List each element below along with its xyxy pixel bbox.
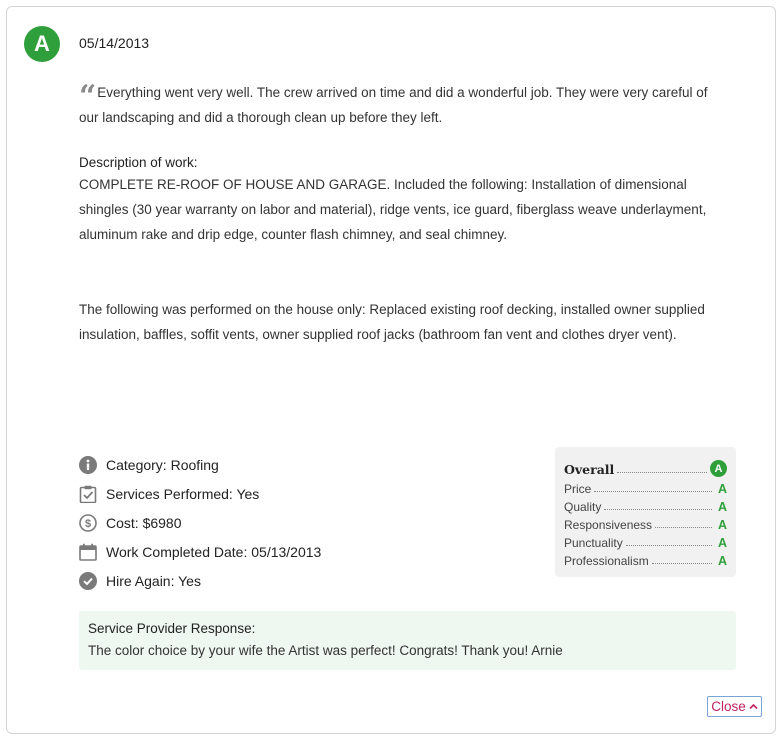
rating-label: Quality (564, 500, 602, 514)
overall-grade-badge: A (710, 460, 727, 477)
review-quote-text: Everything went very well. The crew arrived on time and did a wonderful job. They were very careful of our landscaping and did a thorough clean up before they left. (79, 85, 708, 125)
services-item (79, 479, 321, 508)
check-circle-icon (79, 572, 97, 590)
dot-leader (604, 508, 712, 510)
overall-label: Overall (564, 462, 615, 477)
rating-row-quality (564, 496, 727, 514)
rating-row-price (564, 478, 727, 496)
cost-item (79, 508, 321, 537)
close-button[interactable] (707, 696, 762, 717)
dot-leader (594, 490, 712, 492)
ratings-panel (555, 447, 736, 577)
response-text: The color choice by your wife the Artist was perfect! Congrats! Thank you! Arnie (88, 643, 563, 658)
rating-row-professionalism (564, 550, 727, 568)
provider-response (79, 611, 736, 670)
completed-text: Work Completed Date: 05/13/2013 (106, 543, 322, 560)
rating-label: Punctuality (564, 536, 623, 550)
review-card (6, 6, 776, 734)
rating-row-responsiveness (564, 514, 727, 532)
response-title: Service Provider Response: (88, 621, 256, 636)
rating-label: Price (564, 482, 592, 496)
hire-again-item (79, 566, 321, 595)
hire-again-text: Hire Again: Yes (106, 572, 201, 589)
rating-label: Professionalism (564, 554, 649, 568)
dollar-icon (79, 514, 97, 532)
clipboard-check-icon (79, 485, 97, 503)
overall-rating (564, 455, 727, 477)
description-text: COMPLETE RE-ROOF OF HOUSE AND GARAGE. Included the following: Installation of dimensional shingles (30 year warranty on labor and material), ridge vents, ice guard, fiberglass weave underlayment, aluminum rake and drip edge, counter flash chimney, and seal chimney. The following was performed on the house only: Replaced existing roof decking, installed owner supplied insulation, baffles, soffit vents, owner supplied roof jacks (bathroom fan vent and clothes dryer vent). (79, 177, 707, 342)
rating-label: Responsiveness (564, 518, 653, 532)
review-details (79, 450, 321, 595)
dot-leader (652, 562, 712, 564)
dot-leader (655, 526, 712, 528)
rating-row-punctuality (564, 532, 727, 550)
rating-grade: A (717, 518, 727, 532)
close-label: Close (711, 699, 746, 714)
quote-icon: “ (79, 79, 95, 114)
description-title: Description of work: (79, 155, 198, 170)
calendar-icon (79, 543, 97, 561)
rating-grade: A (717, 554, 727, 568)
rating-grade: A (717, 482, 727, 496)
rating-grade: A (717, 536, 727, 550)
dot-leader (626, 544, 712, 546)
review-date: 05/14/2013 (79, 35, 150, 51)
category-item (79, 450, 321, 479)
completed-item (79, 537, 321, 566)
services-text: Services Performed: Yes (106, 485, 260, 502)
work-description (79, 154, 739, 347)
info-icon (79, 456, 97, 474)
category-text: Category: Roofing (106, 456, 219, 473)
dot-leader (617, 471, 707, 473)
review-quote (79, 80, 729, 130)
cost-text: Cost: $6980 (106, 514, 182, 531)
rating-grade: A (717, 500, 727, 514)
chevron-up-icon (749, 702, 758, 711)
grade-avatar: A (24, 26, 60, 62)
svg-text:$: $ (84, 517, 92, 530)
